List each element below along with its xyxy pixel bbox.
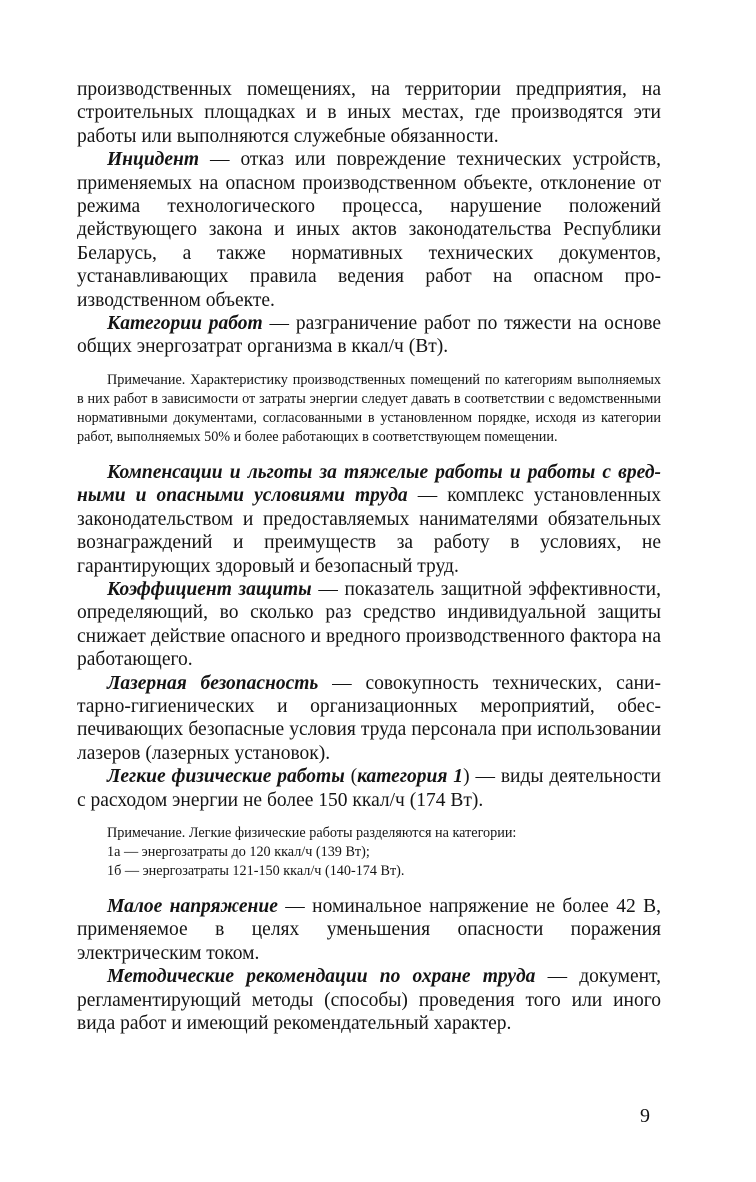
term: Компенсации и льготы за тяжелые работы и работы с вредными и опасными условиями труда xyxy=(77,461,661,507)
definition-compensations xyxy=(77,461,661,578)
term: Легкие физические работы xyxy=(107,766,345,788)
note-line: 1а — энергозатраты до 120 ккал/ч (139 Вт); xyxy=(107,843,370,860)
definition-text: — показатель защитной эффективности, определяющий, во сколько раз средство индивидуальной защиты снижает действие опасного и вредного производственного фактора на работающего. xyxy=(77,578,661,671)
term: Методические рекомендации по охране труда xyxy=(107,966,536,988)
term: Малое напряжение xyxy=(107,895,278,917)
definition-low-voltage xyxy=(77,895,661,965)
note-text: Примечание. Характеристику производственных помещений по категориям выполняемых в них работ в зависимости от затраты энергии следует давать в соответствии с ведомственными нормативными документами, согласованными в установленном порядке, исходя из категории работ, выполняемых 50% и более работающих в соответствующем помещении. xyxy=(77,371,661,445)
note-work-categories xyxy=(77,371,661,447)
page-number: 9 xyxy=(640,1105,650,1127)
definition-laser-safety xyxy=(77,672,661,766)
definition-light-physical-work xyxy=(77,765,661,812)
term: Лазерная безопасность xyxy=(107,672,319,694)
definition-text: ) — виды деятельности с расходом энергии не более 150 ккал/ч (174 Вт). xyxy=(77,766,661,811)
term-category: категория 1 xyxy=(357,766,464,788)
note-line: 1б — энергозатраты 121-150 ккал/ч (140-174 Вт). xyxy=(107,862,405,879)
definition-text: — совокупность технических, санитарно-гигиенических и организационных мероприятий, обеспечивающих безопасные условия труда персонала при использовании лазеров (лазерных установок). xyxy=(77,672,661,764)
definition-text: — номинальное напряжение не более 42 В, применяемое в целях уменьшения опасности поражения электрическим током. xyxy=(77,895,661,964)
definition-work-categories xyxy=(77,312,661,359)
paren-open: ( xyxy=(344,766,358,788)
note-line: Примечание. Легкие физические работы разделяются на категории: xyxy=(107,824,517,841)
term: Инцидент xyxy=(107,149,200,171)
page-body xyxy=(77,78,661,1035)
term: Коэффициент защиты xyxy=(107,578,312,600)
definition-methodical-recommendations xyxy=(77,965,661,1035)
definition-incident xyxy=(77,148,661,312)
note-light-work-categories xyxy=(77,824,661,881)
definition-text: — отказ или повреждение технических устройств, применяемых на опасном производственном объекте, отклонение от режима технологического процесса, нарушение положений действующего закона и иных актов законодательства Республики Беларусь, а также нормативных технических документов, устанавливающих правила ведения работ на опасном производственном объекте. xyxy=(77,149,661,311)
definition-text: — разграничение работ по тяжести на основе общих энергозатрат организма в ккал/ч (Вт). xyxy=(77,313,661,358)
definition-text: — комплекс установленных законодательством и предоставляемых нанимателями обязательных вознаграждений и преимуществ за работу в условиях, не гарантирующих здоровый и безопасный труд. xyxy=(77,485,661,577)
definition-text: — документ, регламентирующий методы (способы) проведения того или иного вида работ и имеющий рекомендательный характер. xyxy=(77,966,661,1034)
paragraph-continuation xyxy=(77,78,661,148)
definition-protection-factor xyxy=(77,578,661,672)
term: Категории работ xyxy=(107,313,263,335)
paragraph-text: производственных помещениях, на территории предприятия, на строительных площадках и в иных местах, где производятся эти работы или выполняются служебные обязанности. xyxy=(77,79,661,147)
